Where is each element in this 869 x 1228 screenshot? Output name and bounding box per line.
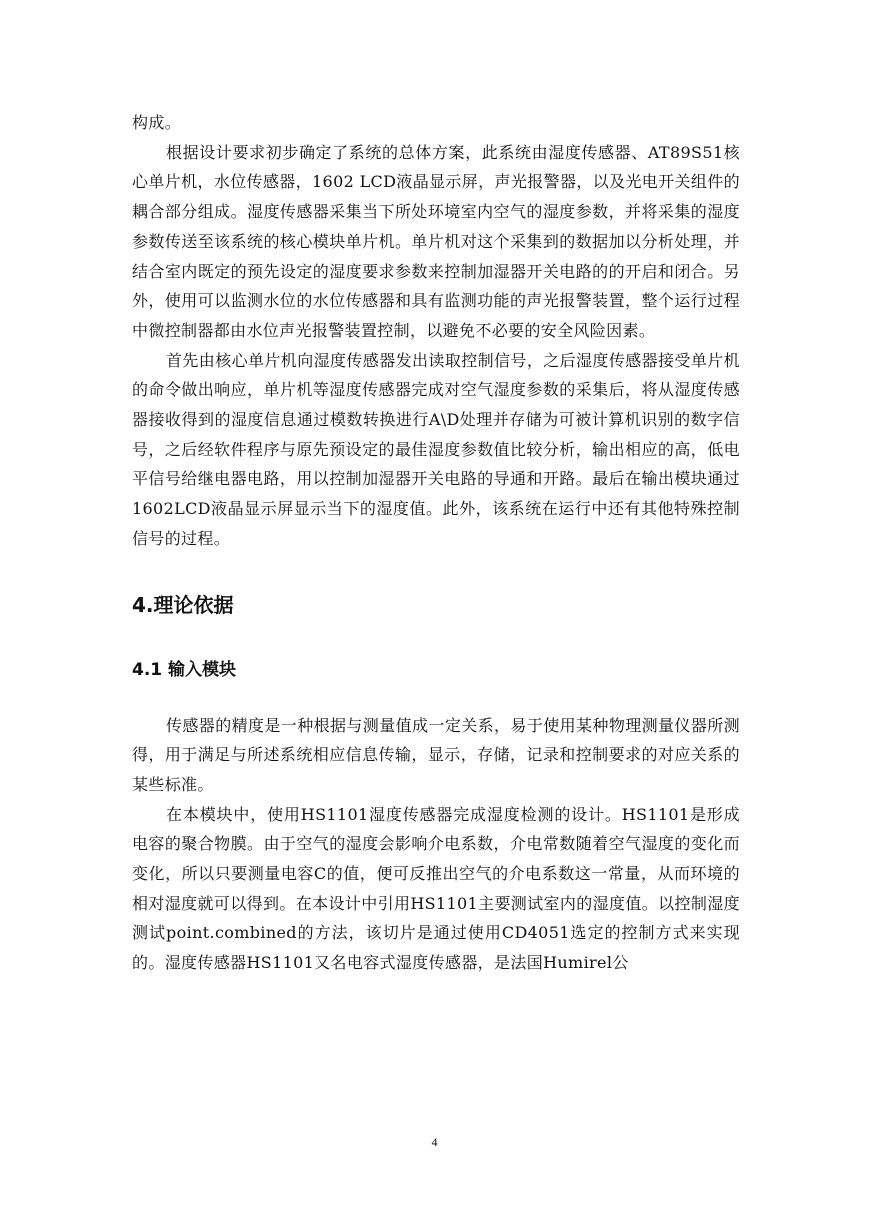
- section-heading: 4.理论依据: [132, 592, 234, 617]
- paragraph-system-overview: 根据设计要求初步确定了系统的总体方案，此系统由湿度传感器、AT89S51核心单片机，水位传感器，1602 LCD液晶显示屏，声光报警器，以及光电开关组件的耦合部分组成。湿度传感器采集当下所处环境室内空气的湿度参数，并将采集的湿度参数传送至该系统的核心模块单片机。单片机对这个采集到的数据加以分析处理，并结合室内既定的预先设定的湿度要求参数来控制加湿器开关电路的的开启和闭合。另外，使用可以监测水位的水位传感器和具有监测功能的声光报警装置，整个运行过程中微控制器都由水位声光报警装置控制，以避免不必要的安全风险因素。: [132, 142, 740, 340]
- paragraph-sensor-precision: 传感器的精度是一种根据与测量值成一定关系，易于使用某种物理测量仪器所测得，用于满足与所述系统相应信息传输，显示，存储，记录和控制要求的对应关系的某些标准。: [132, 715, 740, 794]
- paragraph-control-flow: 首先由核心单片机向湿度传感器发出读取控制信号，之后湿度传感器接受单片机的命令做出响应，单片机等湿度传感器完成对空气湿度参数的采集后，将从湿度传感器接收得到的湿度信息通过模数转换进行A\D处理并存储为可被计算机识别的数字信号，之后经软件程序与原先预设定的最佳湿度参数值比较分析，输出相应的高，低电平信号给继电器电路，用以控制加湿器开关电路的导通和开路。最后在输出模块通过1602LCD液晶显示屏显示当下的湿度值。此外，该系统在运行中还有其他特殊控制信号的过程。: [132, 350, 740, 548]
- paragraph-continuation: 构成。: [132, 113, 182, 132]
- subsection-heading: 4.1 输入模块: [132, 659, 237, 680]
- page-body: [132, 108, 740, 978]
- page-number: 4: [431, 1135, 438, 1149]
- paragraph-hs1101: 在本模块中，使用HS1101湿度传感器完成湿度检测的设计。HS1101是形成电容的聚合物膜。由于空气的湿度会影响介电系数，介电常数随着空气湿度的变化而变化，所以只要测量电容C的值，便可反推出空气的介电系数这一常量，从而环境的相对湿度就可以得到。在本设计中引用HS1101主要测试室内的湿度值。以控制湿度测试point.combined的方法，该切片是通过使用CD4051选定的控制方式来实现的。湿度传感器HS1101又名电容式湿度传感器，是法国Humirel公: [132, 804, 740, 973]
